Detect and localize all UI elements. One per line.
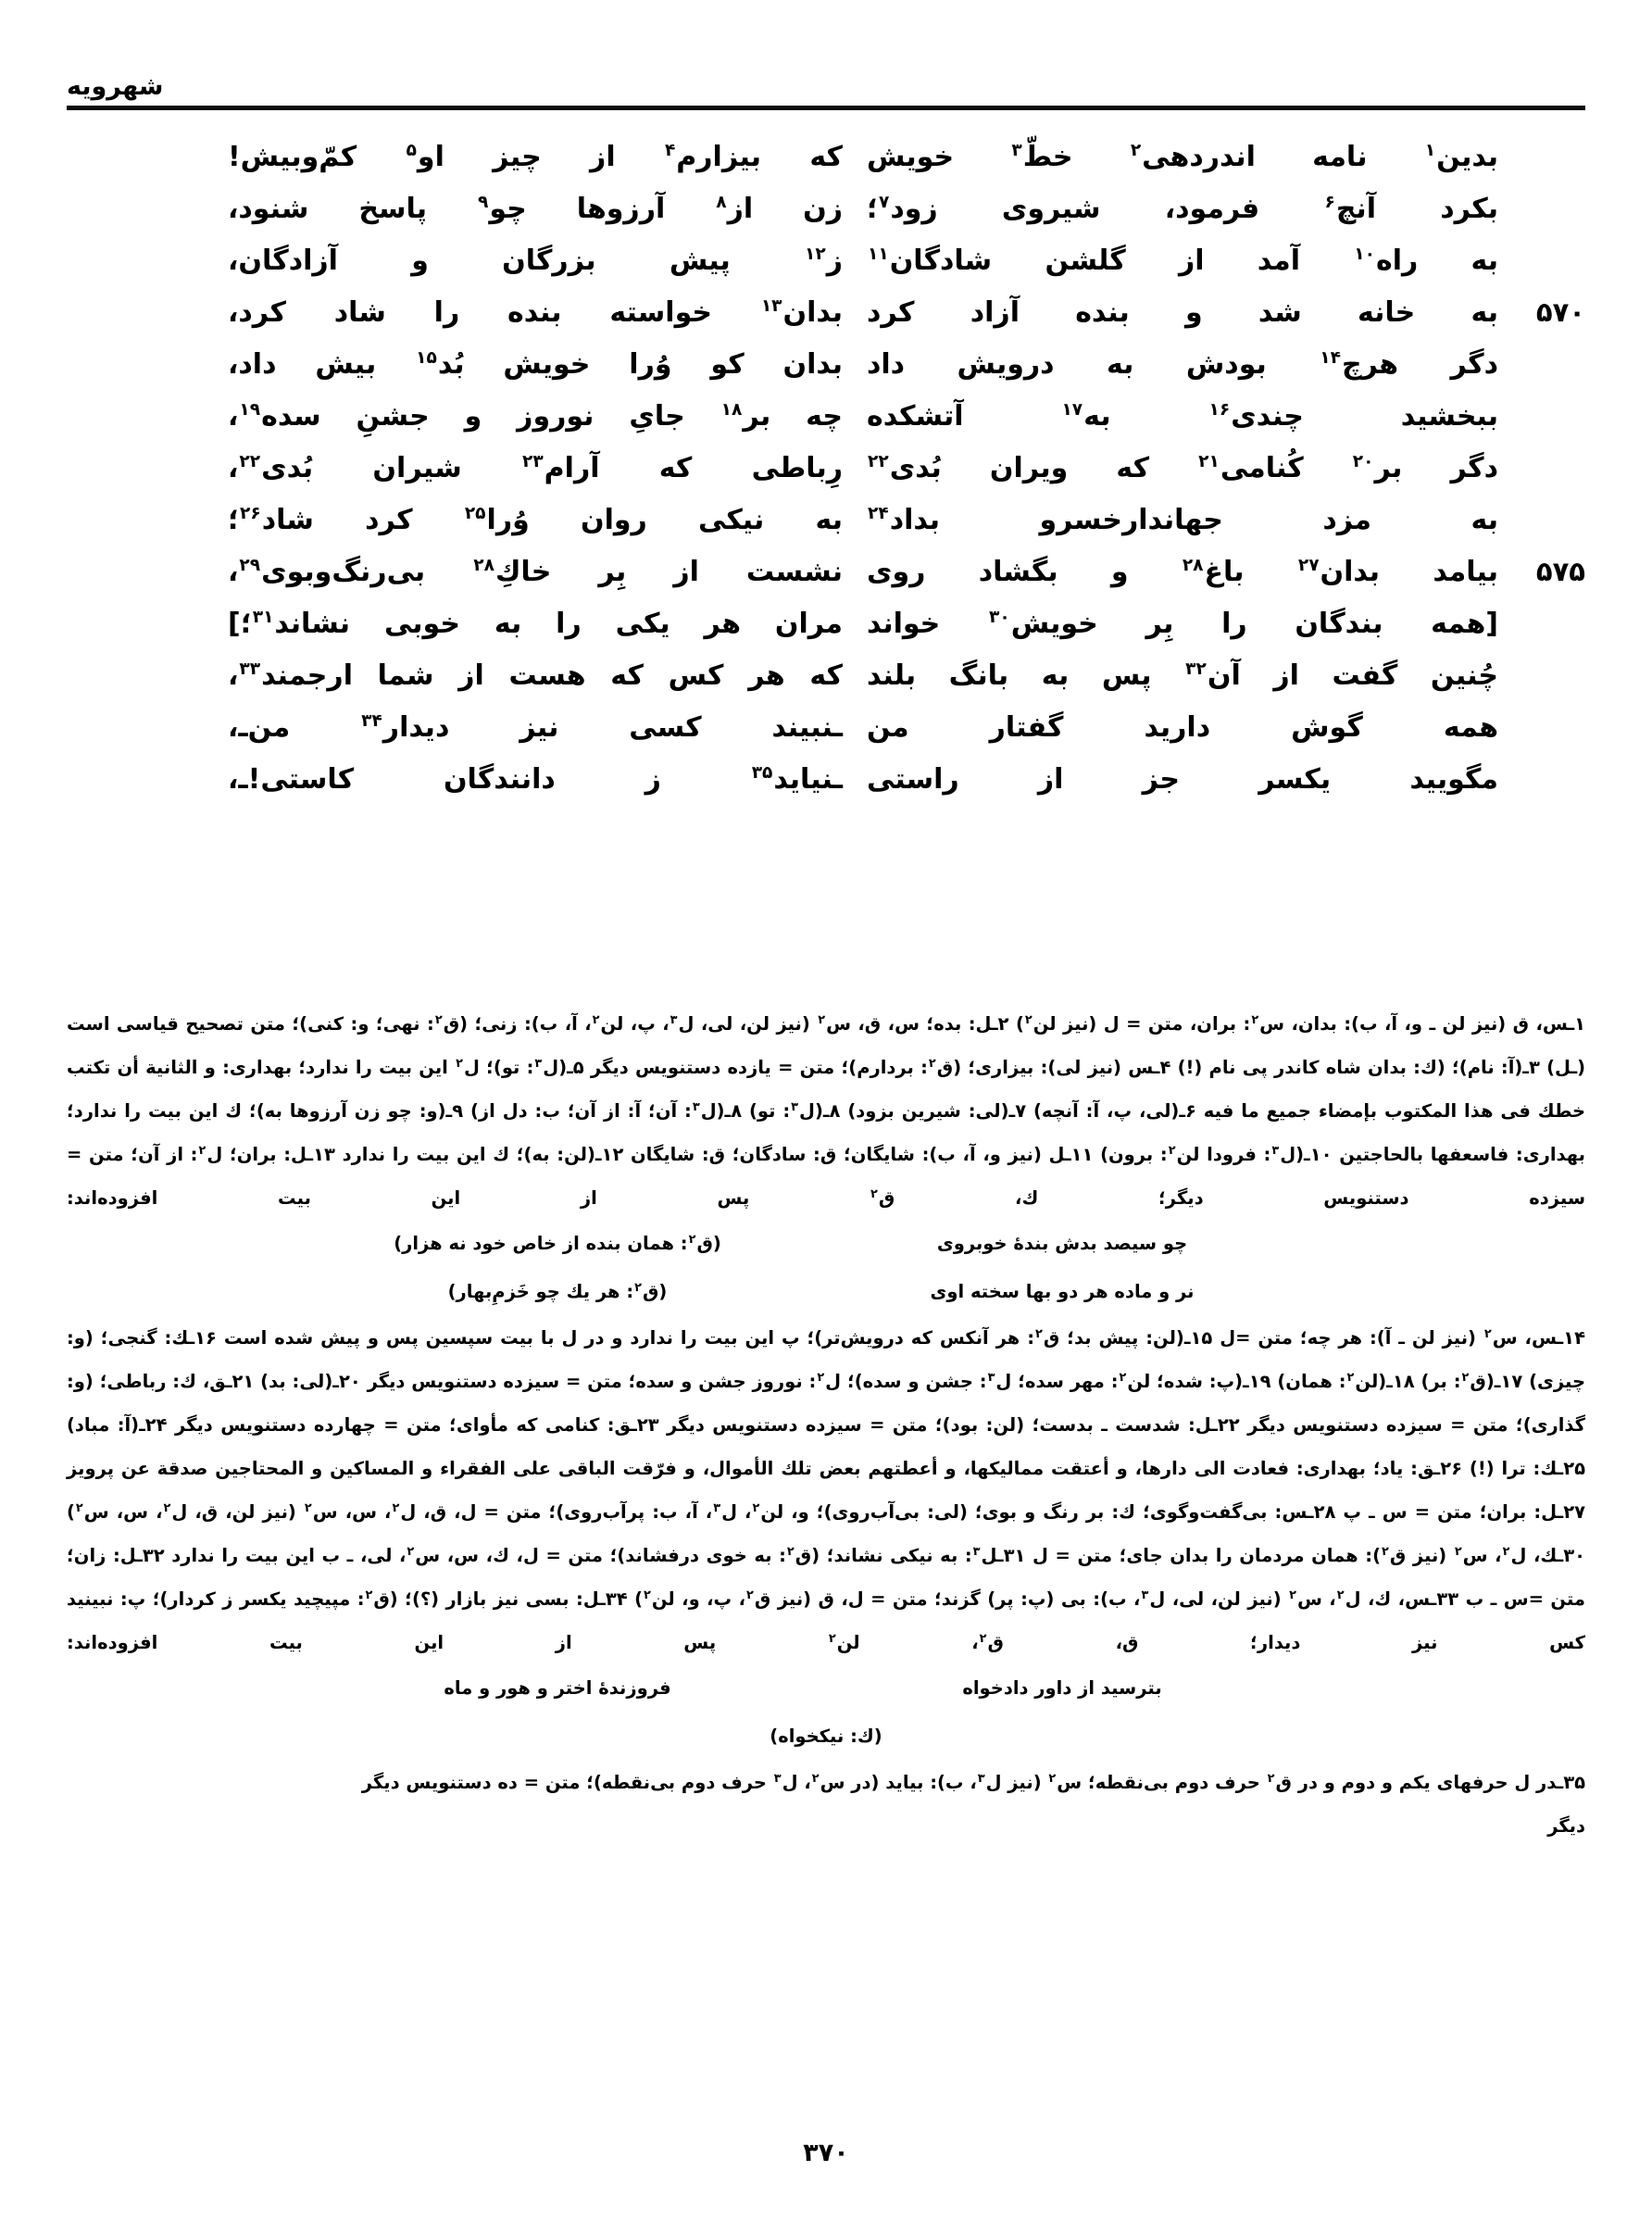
verse-line [67, 711, 1585, 763]
verse-line [67, 141, 1585, 193]
apparatus-inserted-verse [67, 1268, 1585, 1316]
running-head: شهرويه [67, 72, 164, 101]
inserted-hemistich-first: (ك: نيكخواه) [770, 1726, 882, 1747]
verse-line [67, 296, 1585, 348]
header-rule-divider [67, 106, 1585, 110]
hemistich-first: دگر هرچ$^{۱۴}$ بودش به درويش داد [867, 348, 1498, 381]
running-head-container [67, 72, 1585, 101]
verse-line [67, 400, 1585, 452]
inserted-hemistich-first: بترسيد از داور دادخواه [962, 1677, 1162, 1699]
verse-line [67, 193, 1585, 245]
folio-number: ۳۷۰ [803, 2139, 849, 2167]
hemistich-first: چُنين گفت از آن$^{۳۲}$ پس به بانگ بلند [867, 659, 1498, 692]
verse-line [67, 452, 1585, 504]
hemistich-second: كه بيزارم$^۴$ از چيز او$^۵$ كمّ‌وبيش! [228, 141, 843, 173]
hemistich-second: نشست از بِر خاكِ$^{۲۸}$ بى‌رنگ‌وبوى$^{۲۹}$، [228, 556, 843, 588]
hemistich-second: ـنبيند كسى نيز ديدار$^{۳۴}$ من‌ـ، [228, 711, 843, 744]
apparatus-inserted-verse [67, 1664, 1585, 1713]
verse-line [67, 504, 1585, 556]
hemistich-second: بدان كو وُرا خويش بُد$^{۱۵}$ بيش داد، [228, 348, 843, 381]
hemistich-second: زن از$^۸$ آرزوها چو$^۹$ پاسخ شنود، [228, 193, 843, 225]
inserted-hemistich-second: (ق$^۲$: همان بنده از خاص خود نه هزار) [394, 1232, 721, 1254]
hemistich-first: بدين$^۱$ نامه اندردهى$^۲$ خطّ$^۳$ خويش [867, 141, 1498, 173]
verse-number: ۵۷۵ [1535, 556, 1585, 587]
apparatus-paragraph: ۳۵ـدر ل حرفهاى يكم و دوم و در ق$^۲$ حرف دوم بى‌نقطه؛ س$^۲$ (نيز ل$^۳$، ب): بيايد (در س$^۲$، ل$^۳$ حرف دوم بى‌نقطه)؛ متن = ده دستنويس ديگر [361, 1771, 1585, 1793]
hemistich-first: به مزد جهاندارخسرو بداد$^{۲۴}$ [868, 504, 1498, 536]
verse-block [67, 141, 1585, 815]
critical-apparatus [67, 1002, 1585, 1848]
apparatus-inserted-verse [67, 1713, 1585, 1761]
hemistich-second: كه هر كس كه هست از شما ارجمند$^{۳۳}$، [228, 659, 843, 692]
hemistich-first: بكرد آنچ$^۶$ فرمود، شيروى زود$^۷$؛ [867, 193, 1498, 225]
hemistich-second: رِباطى كه آرام$^{۲۳}$ شيران بُدى$^{۲۲}$، [228, 452, 844, 484]
hemistich-first: [همه بندگان را بِر خويش$^{۳۰}$ خواند [867, 608, 1498, 640]
hemistich-first: همه گوش داريد گفتار من [867, 711, 1498, 744]
verse-line [67, 659, 1585, 711]
verse-line [67, 348, 1585, 400]
hemistich-second: ـنيايد$^{۳۵}$ ز دانندگان كاستى!ـ، [228, 763, 843, 796]
apparatus-paragraph: ۱۴ـس، س$^۲$ (نيز لن ـ آ): هر چه؛ متن =ل ۱۵ـ(لن: پيش بد؛ ق$^۲$: هر آنكس كه درويش‌تر)؛ پ اين بيت را ندارد و در ل با بيت سپسين پس و پيش شده است ۱۶ـك: گنجى؛ (و: چيزى) ۱۷ـ(ق$^۲$: بر) ۱۸ـ(لن$^۲$: همان) ۱۹ـ(پ: شده؛ لن$^۲$: مهر سده؛ ل$^۳$: جشن و سده)؛ ل$^۲$: نوروز جشن و سده؛ متن = سيزده دستنويس ديگر ۲۰ـ(لى: بد) ۲۱ـق، ك: رباطى؛ (و: گذارى)؛ متن = سيزده دستنويس ديگر ۲۲ـل: شدست ـ بدست؛ (لن: بود)؛ متن = سيزده دستنويس ديگر ۲۳ـق: كنامى كه مأواى؛ متن = چهارده دستنويس ديگر ۲۴ـ(آ: مباد) ۲۵ـك: ترا (!) ۲۶ـق: ياد؛ بهدارى: فعادت الى دارها، و أعتقت مماليكها، و أعطتهم بعض تلك الأموال، و فرّقت الباقى على الفقراء و المساكين و المحتاجين صدقة عن پرويز ۲۷ـل: بران؛ متن = س ـ پ ۲۸ـس: بى‌گفت‌وگوى؛ ك: بر رنگ و بوى؛ (لى: بى‌آب‌روى)؛ و، لن$^۲$، ل$^۳$، آ، ب: پرآب‌روى)؛ متن = ل، ق، ل$^۲$، س، س$^۲$ (نيز لن، ق، ل$^۲$، س، س$^۲$) ۳۰ـك، ل$^۲$، س$^۲$ (نيز ق$^۲$): همان مردمان را بدان جاى؛ متن = ل ۳۱ـل$^۳$: به نيكى نشاند؛ (ق$^۲$: به خوى درفشاند)؛ متن = ل، ك، س، س$^۲$، لى، ـ ب اين بيت را ندارد ۳۲ـل: زان؛ متن =س ـ ب ۳۳ـس، ك، ل$^۲$، س$^۲$ (نيز لن، لى، ل$^۳$، ب): بى (پ: پر) گزند؛ متن = ل، ق (نيز ق$^۲$، پ، و، لن$^۲$) ۳۴ـل: بسى نيز بازار (؟)؛ (ق$^۲$: مپيچيد يكسر ز كردار)؛ پ: نبينيد كس نيز ديدار؛ ق، ق$^۲$، لن$^۲$ پس از اين بيت افزوده‌اند: [67, 1326, 1586, 1653]
verse-line [67, 608, 1585, 659]
hemistich-first: دگر بر$^{۲۰}$ كُنامى$^{۲۱}$ كه ويران بُدى$^{۲۲}$ [868, 452, 1499, 484]
inserted-hemistich-first: نر و ماده هر دو بها سخته اوى [930, 1281, 1195, 1302]
inserted-hemistich-second: (ق$^۲$: هر يك چو خَزمِ‌بهار) [447, 1280, 668, 1302]
apparatus-inserted-verse [67, 1220, 1585, 1268]
hemistich-first: مگوييد يكسر جز از راستى [867, 763, 1498, 796]
apparatus-paragraph: ۱ـس، ق (نيز لن ـ و، آ، ب): بدان، س$^۲$: بران، متن = ل (نيز لن$^۲$) ۲ـل: بده؛ س، ق، س$^۲$ (نيز لن، لى، ل$^۳$، پ، لن$^۲$، آ، ب): زنى؛ (ق$^۲$: نهى؛ و: كنى)؛ متن تصحيح قياسى است (ـل) ۳ـ(آ: نام)؛ (ك: بدان شاه كاندر پى نام (!) ۴ـس (نيز لى): بيزارى؛ (ق$^۲$: بردارم)؛ متن = يازده دستنويس ديگر ۵ـ(ل$^۳$: تو)؛ ل$^۲$ اين بيت را ندارد؛ بهدارى: و الثانية أن تكتب خطك فى هذا المكتوب بإمضاء جميع ما فيه ۶ـ(لى، پ، آ: آنچه) ۷ـ(لى: شيرين بزود) ۸ـ(ل$^۳$: تو) ۸ـ(ل$^۳$: آن؛ آ: از آن؛ ب: دل از) ۹ـ(و: چو زن آرزوها به)؛ ك اين بيت را ندارد؛ بهدارى: فاسعفها بالحاجتين ۱۰ـ(ل$^۳$: فرودا لن$^۲$: برون) ۱۱ـل (نيز و، آ، ب): شايگان؛ ق: سادگان؛ ق: شايگان ۱۲ـ(لن: به)؛ ك اين بيت را ندارد ۱۳ـل: بران؛ ل$^۲$: از آن؛ متن = سيزده دستنويس ديگر؛ ك، ق$^۲$ پس از اين بيت افزوده‌اند: [67, 1012, 1586, 1209]
inserted-hemistich-first: چو سيصد بدش بندهٔ خوبروى [936, 1233, 1188, 1254]
hemistich-first: به خانه شد و بنده آزاد كرد [867, 296, 1498, 329]
hemistich-second: به نيكى روان وُرا$^{۲۵}$ كرد شاد$^{۲۶}$؛ [228, 504, 843, 536]
hemistich-second: مران هر يكى را به خوبى نشاند$^{۳۱}$؛] [228, 608, 843, 640]
inserted-hemistich-second: فروزندهٔ اختر و هور و ماه [444, 1677, 671, 1699]
hemistich-second: چه بر$^{۱۸}$ جاىِ نوروز و جشنِ سده$^{۱۹}$، [228, 400, 843, 433]
apparatus-trailing-word: ديگر [1547, 1815, 1585, 1837]
verse-line [67, 245, 1585, 296]
hemistich-first: ببخشيد چندى$^{۱۶}$ به$^{۱۷}$ آتشكده [867, 400, 1498, 433]
verse-line [67, 763, 1585, 815]
hemistich-second: بدان$^{۱۳}$ خواسته بنده را شاد كرد، [228, 296, 843, 329]
hemistich-second: ز$^{۱۲}$ پيش بزرگان و آزادگان، [228, 245, 843, 277]
verse-number: ۵۷۰ [1535, 296, 1585, 328]
hemistich-first: به راه$^{۱۰}$ آمد از گلشن شادگان$^{۱۱}$ [868, 245, 1498, 277]
verse-line [67, 556, 1585, 608]
hemistich-first: بيامد بدان$^{۲۷}$ باغ$^{۲۸}$ و بگشاد روى [867, 556, 1498, 588]
